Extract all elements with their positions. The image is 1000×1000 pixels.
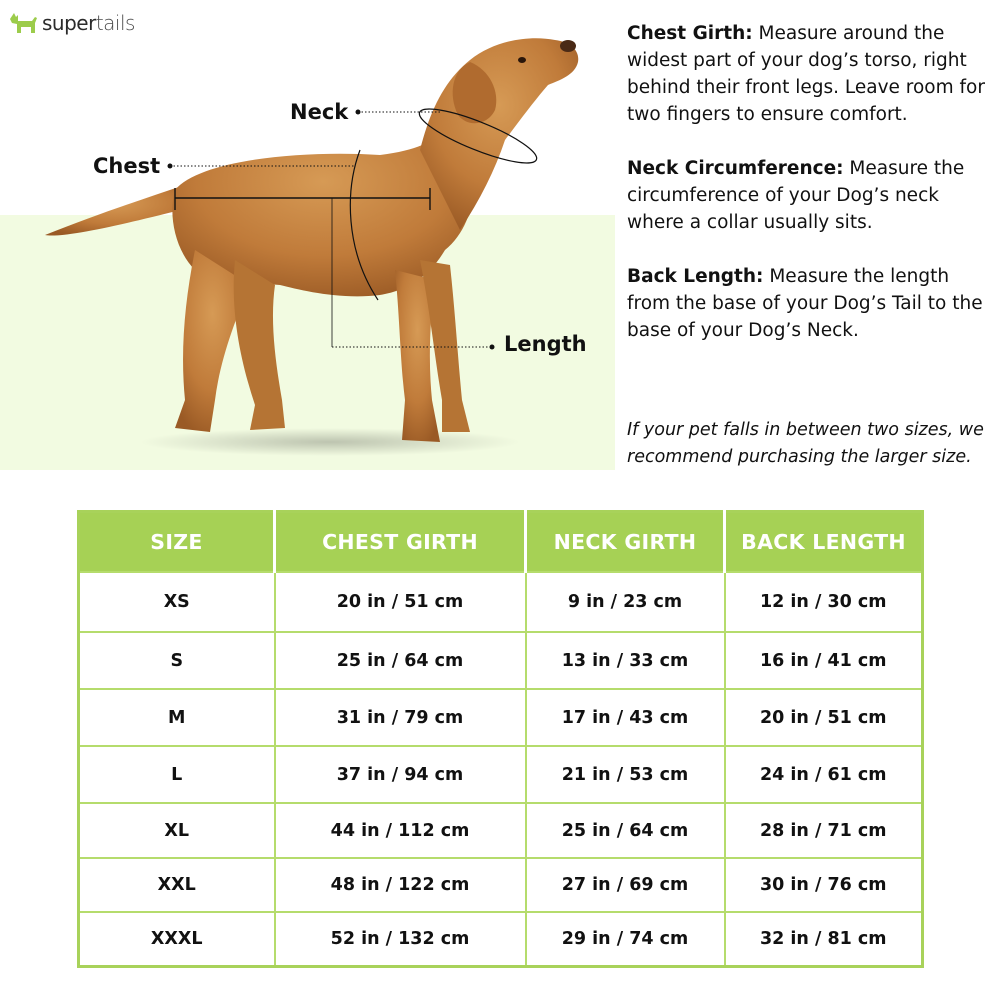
chest-cell: 20 in / 51 cm: [275, 572, 526, 632]
header-back-length: BACK LENGTH: [725, 512, 923, 573]
table-row: [79, 632, 923, 689]
table-row: [79, 689, 923, 746]
header-neck-girth: NECK GIRTH: [526, 512, 725, 573]
size-cell: XS: [79, 572, 275, 632]
table-row: [79, 803, 923, 858]
measurement-instructions: [627, 20, 992, 371]
neck-cell: 29 in / 74 cm: [526, 912, 725, 967]
chest-girth-instruction: Chest Girth: Measure around the widest part of your dog’s torso, right behind their front legs. Leave room for two fingers to ensure comfort.: [627, 23, 985, 125]
size-cell: XL: [79, 803, 275, 858]
neck-cell: 25 in / 64 cm: [526, 803, 725, 858]
chest-cell: 37 in / 94 cm: [275, 746, 526, 803]
neck-cell: 13 in / 33 cm: [526, 632, 725, 689]
chest-cell: 48 in / 122 cm: [275, 858, 526, 912]
back-length-instruction: Back Length: Measure the length from the base of your Dog’s Tail to the base of your Dog’s Neck.: [627, 266, 983, 341]
size-cell: XXXL: [79, 912, 275, 967]
neck-label: Neck: [290, 100, 349, 124]
back-cell: 16 in / 41 cm: [725, 632, 923, 689]
chest-cell: 31 in / 79 cm: [275, 689, 526, 746]
table-row: [79, 912, 923, 967]
chest-cell: 25 in / 64 cm: [275, 632, 526, 689]
neck-circumference-instruction: Neck Circumference: Measure the circumference of your Dog’s neck where a collar usually sits.: [627, 158, 965, 233]
neck-cell: 21 in / 53 cm: [526, 746, 725, 803]
table-row: [79, 858, 923, 912]
back-cell: 12 in / 30 cm: [725, 572, 923, 632]
header-chest-girth: CHEST GIRTH: [275, 512, 526, 573]
back-cell: 20 in / 51 cm: [725, 689, 923, 746]
size-cell: XXL: [79, 858, 275, 912]
chest-label: Chest: [93, 154, 161, 178]
size-cell: L: [79, 746, 275, 803]
back-cell: 32 in / 81 cm: [725, 912, 923, 967]
length-label: Length: [504, 332, 587, 356]
neck-cell: 9 in / 23 cm: [526, 572, 725, 632]
size-recommendation-note: If your pet falls in between two sizes, we recommend purchasing the larger size.: [627, 420, 984, 467]
brand-name: supertails: [42, 11, 135, 35]
size-chart-table: [77, 510, 924, 968]
chest-cell: 44 in / 112 cm: [275, 803, 526, 858]
table-header-row: [79, 512, 923, 573]
header-size: SIZE: [79, 512, 275, 573]
dog-illustration: [0, 0, 615, 470]
table-row: [79, 572, 923, 632]
neck-cell: 17 in / 43 cm: [526, 689, 725, 746]
table-row: [79, 746, 923, 803]
neck-cell: 27 in / 69 cm: [526, 858, 725, 912]
size-cell: S: [79, 632, 275, 689]
back-cell: 28 in / 71 cm: [725, 803, 923, 858]
size-cell: M: [79, 689, 275, 746]
back-cell: 24 in / 61 cm: [725, 746, 923, 803]
chest-cell: 52 in / 132 cm: [275, 912, 526, 967]
back-cell: 30 in / 76 cm: [725, 858, 923, 912]
